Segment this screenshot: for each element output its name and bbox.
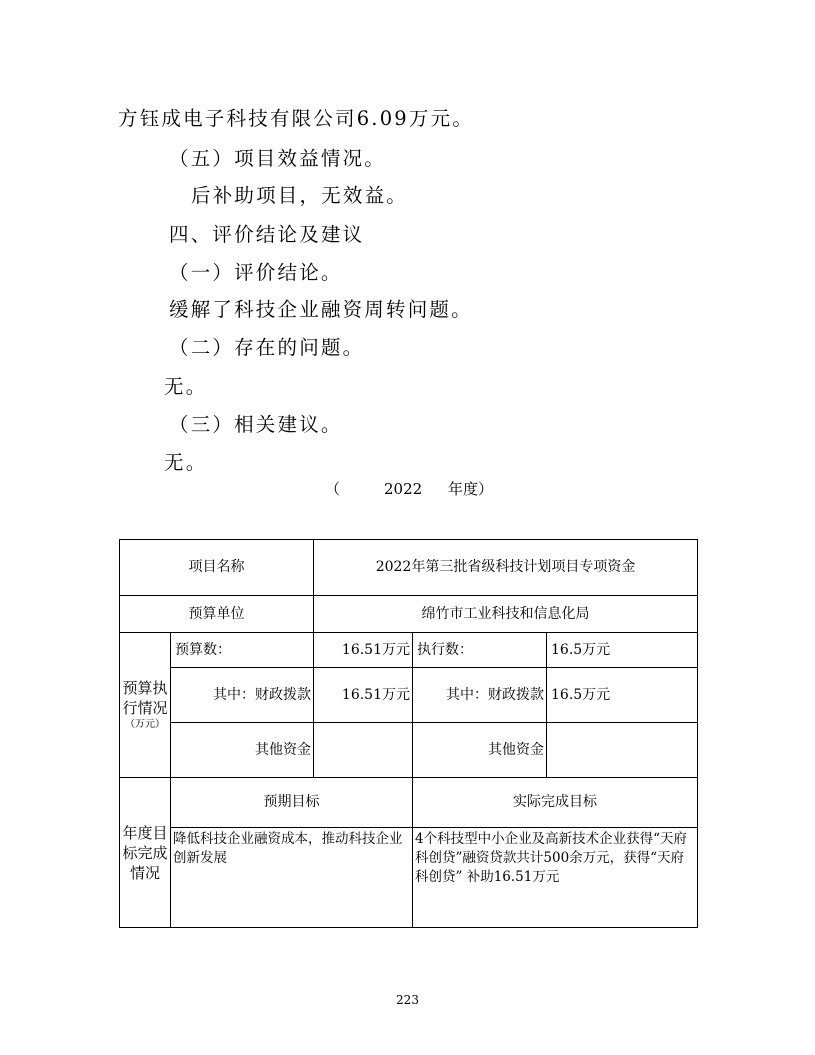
other-funds-label: 其他资金 bbox=[413, 723, 547, 778]
budget-amount-value: 16.51万元 bbox=[314, 633, 413, 668]
exec-section-label bbox=[120, 633, 171, 778]
caption-year: 2022 bbox=[384, 480, 423, 498]
fiscal-budget-value: 16.51万元 bbox=[314, 668, 413, 723]
other-funds-label: 其他资金 bbox=[171, 723, 314, 778]
exec-section-title: 预算执行情况 bbox=[122, 679, 168, 717]
paragraph-line: 方钰成电子科技有限公司6.09万元。 bbox=[118, 107, 475, 130]
table-row bbox=[120, 540, 698, 596]
exec-section-unit: （万元） bbox=[125, 719, 165, 730]
executed-amount-label: 执行数： bbox=[413, 633, 547, 668]
budget-unit-value: 绵竹市工业科技和信息化局 bbox=[314, 596, 698, 633]
project-name-value: 2022年第三批省级科技计划项目专项资金 bbox=[314, 540, 698, 596]
caption-suffix: 年度） bbox=[448, 480, 494, 498]
executed-amount-value: 16.5万元 bbox=[547, 633, 698, 668]
chapter-heading: 四、评价结论及建议 bbox=[169, 223, 365, 246]
performance-table bbox=[119, 539, 698, 928]
section-heading: （五）项目效益情况。 bbox=[169, 147, 387, 170]
table-year-caption bbox=[0, 478, 815, 500]
fiscal-allocation-label: 其中：财政拨款 bbox=[413, 668, 547, 723]
budget-unit-label: 预算单位 bbox=[120, 596, 314, 633]
expected-goal-text: 降低科技企业融资成本，推动科技企业创新发展 bbox=[171, 828, 413, 928]
paragraph-line: 无。 bbox=[164, 451, 208, 474]
other-funds-budget-value bbox=[314, 723, 413, 778]
table-row bbox=[120, 723, 698, 778]
other-funds-executed-value bbox=[547, 723, 698, 778]
table-row bbox=[120, 778, 698, 828]
expected-goal-header: 预期目标 bbox=[171, 778, 413, 828]
budget-amount-label: 预算数： bbox=[171, 633, 314, 668]
section-heading: （二）存在的问题。 bbox=[169, 336, 365, 359]
table-row bbox=[120, 828, 698, 928]
page-number: 223 bbox=[396, 993, 419, 1007]
paragraph-line: 无。 bbox=[164, 375, 208, 398]
goal-section-label: 年度目标完成情况 bbox=[120, 778, 171, 928]
table-row bbox=[120, 633, 698, 668]
section-heading: （一）评价结论。 bbox=[169, 261, 343, 284]
caption-open-paren: （ bbox=[325, 480, 341, 498]
section-heading: （三）相关建议。 bbox=[169, 413, 343, 436]
fiscal-executed-value: 16.5万元 bbox=[547, 668, 698, 723]
actual-goal-text: 4个科技型中小企业及高新技术企业获得“天府科创贷”融资贷款共计500余万元，获得“天府科创贷” 补助16.51万元 bbox=[413, 828, 698, 928]
table-row bbox=[120, 596, 698, 633]
fiscal-allocation-label: 其中：财政拨款 bbox=[171, 668, 314, 723]
table-row bbox=[120, 668, 698, 723]
project-name-label: 项目名称 bbox=[120, 540, 314, 596]
actual-goal-header: 实际完成目标 bbox=[413, 778, 698, 828]
paragraph-line: 后补助项目，无效益。 bbox=[191, 184, 409, 207]
paragraph-line: 缓解了科技企业融资周转问题。 bbox=[169, 298, 473, 321]
